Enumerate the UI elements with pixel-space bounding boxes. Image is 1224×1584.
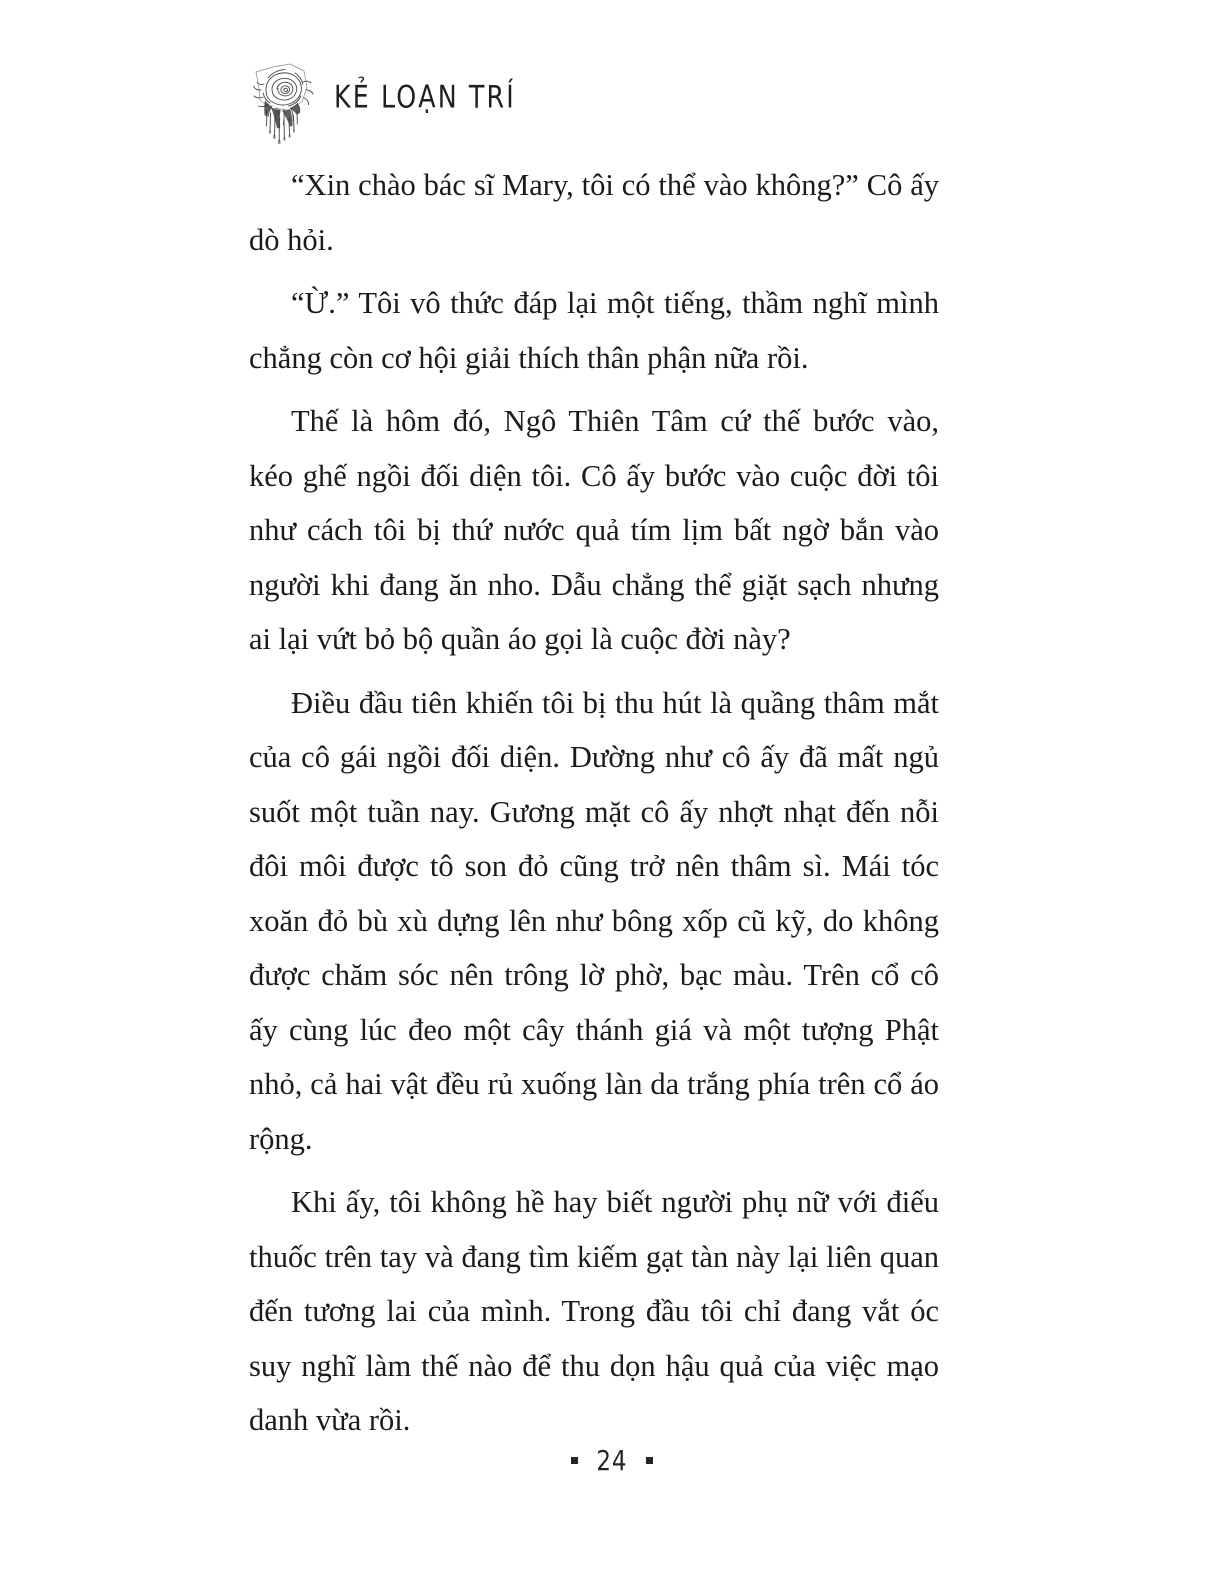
paragraph: Khi ấy, tôi không hề hay biết người phụ nữ với điếu thuốc trên tay và đang tìm kiếm gạt tàn này lại liên quan đến tương lai của mình. Trong đầu tôi chỉ đang vắt óc suy nghĩ làm thế nào để thu dọn hậu quả của việc mạo danh vừa rồi. (249, 1185, 939, 1437)
paragraph: “Ừ.” Tôi vô thức đáp lại một tiếng, thầm nghĩ mình chẳng còn cơ hội giải thích thân phận nữa rồi. (249, 286, 939, 375)
paragraph: Thế là hôm đó, Ngô Thiên Tâm cứ thế bước vào, kéo ghế ngồi đối diện tôi. Cô ấy bước vào cuộc đời tôi như cách tôi bị thứ nước quả tím lịm bất ngờ bắn vào người khi đang ăn nho. Dẫu chẳng thể giặt sạch nhưng ai lại vứt bỏ bộ quần áo gọi là cuộc đời này? (249, 404, 939, 656)
page-body (249, 158, 939, 1448)
page-footer (0, 1444, 1224, 1477)
paragraph: “Xin chào bác sĩ Mary, tôi có thể vào không?” Cô ấy dò hỏi. (249, 168, 939, 257)
paragraph: Điều đầu tiên khiến tôi bị thu hút là quầng thâm mắt của cô gái ngồi đối diện. Dường như cô ấy đã mất ngủ suốt một tuần nay. Gương mặt cô ấy nhợt nhạt đến nỗi đôi môi được tô son đỏ cũng trở nên thâm sì. Mái tóc xoăn đỏ bù xù dựng lên như bông xốp cũ kỹ, do không được chăm sóc nên trông lờ phờ, bạc màu. Trên cổ cô ấy cùng lúc đeo một cây thánh giá và một tượng Phật nhỏ, cả hai vật đều rủ xuống làn da trắng phía trên cổ áo rộng. (249, 685, 939, 1156)
folio-dot-right (646, 1457, 653, 1464)
rose-icon (246, 58, 318, 144)
folio-dot-left (571, 1457, 578, 1464)
running-header-title: KẺ LOẠN TRÍ (334, 79, 516, 115)
running-header (246, 56, 946, 142)
page-number: 24 (596, 1444, 628, 1477)
